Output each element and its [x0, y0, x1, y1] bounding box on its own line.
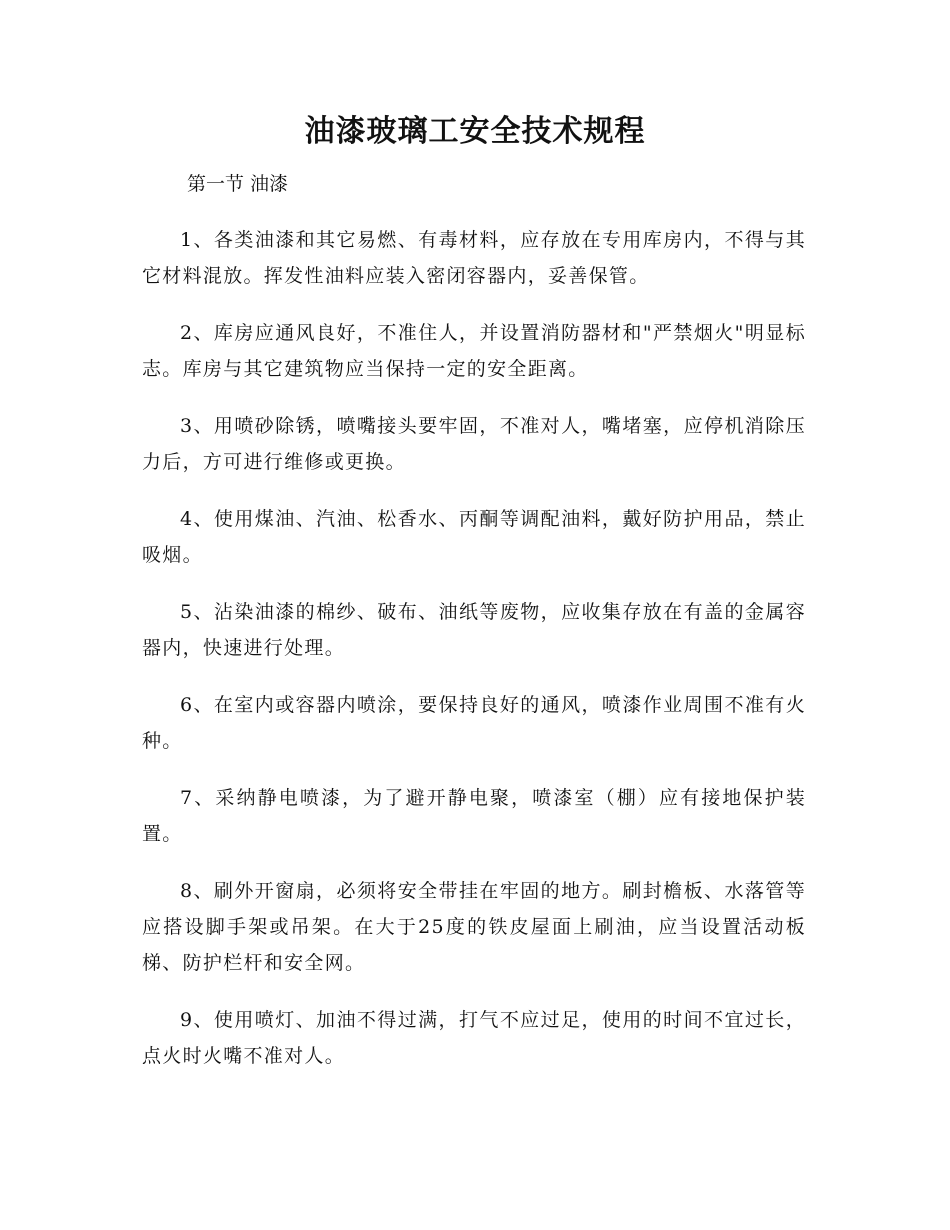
section-heading: 第一节 油漆 [187, 173, 289, 195]
rule-item-5: 5、沾染油漆的棉纱、破布、油纸等废物，应收集存放在有盖的金属容器内，快速进行处理。 [142, 601, 806, 659]
document-title: 油漆玻璃工安全技术规程 [304, 114, 646, 149]
rule-item-9: 9、使用喷灯、加油不得过满，打气不应过足，使用的时间不宜过长，点火时火嘴不准对人。 [142, 1009, 806, 1067]
rule-item-1: 1、各类油漆和其它易燃、有毒材料，应存放在专用库房内，不得与其它材料混放。挥发性油料应装入密闭容器内，妥善保管。 [142, 229, 806, 287]
rule-list [142, 222, 806, 1095]
rule-item-3: 3、用喷砂除锈，喷嘴接头要牢固，不准对人，嘴堵塞，应停机消除压力后，方可进行维修或更换。 [142, 415, 806, 473]
rule-item-4: 4、使用煤油、汽油、松香水、丙酮等调配油料，戴好防护用品，禁止吸烟。 [142, 508, 806, 566]
rule-item-8: 8、刷外开窗扇，必须将安全带挂在牢固的地方。刷封檐板、水落管等应搭设脚手架或吊架。在大于25度的铁皮屋面上刷油，应当设置活动板梯、防护栏杆和安全网。 [142, 880, 806, 974]
rule-item-6: 6、在室内或容器内喷涂，要保持良好的通风，喷漆作业周围不准有火种。 [142, 694, 806, 752]
rule-item-2: 2、库房应通风良好，不准住人，并设置消防器材和"严禁烟火"明显标志。库房与其它建筑物应当保持一定的安全距离。 [142, 322, 806, 380]
rule-item-7: 7、采纳静电喷漆，为了避开静电聚，喷漆室（棚）应有接地保护装置。 [142, 787, 806, 845]
